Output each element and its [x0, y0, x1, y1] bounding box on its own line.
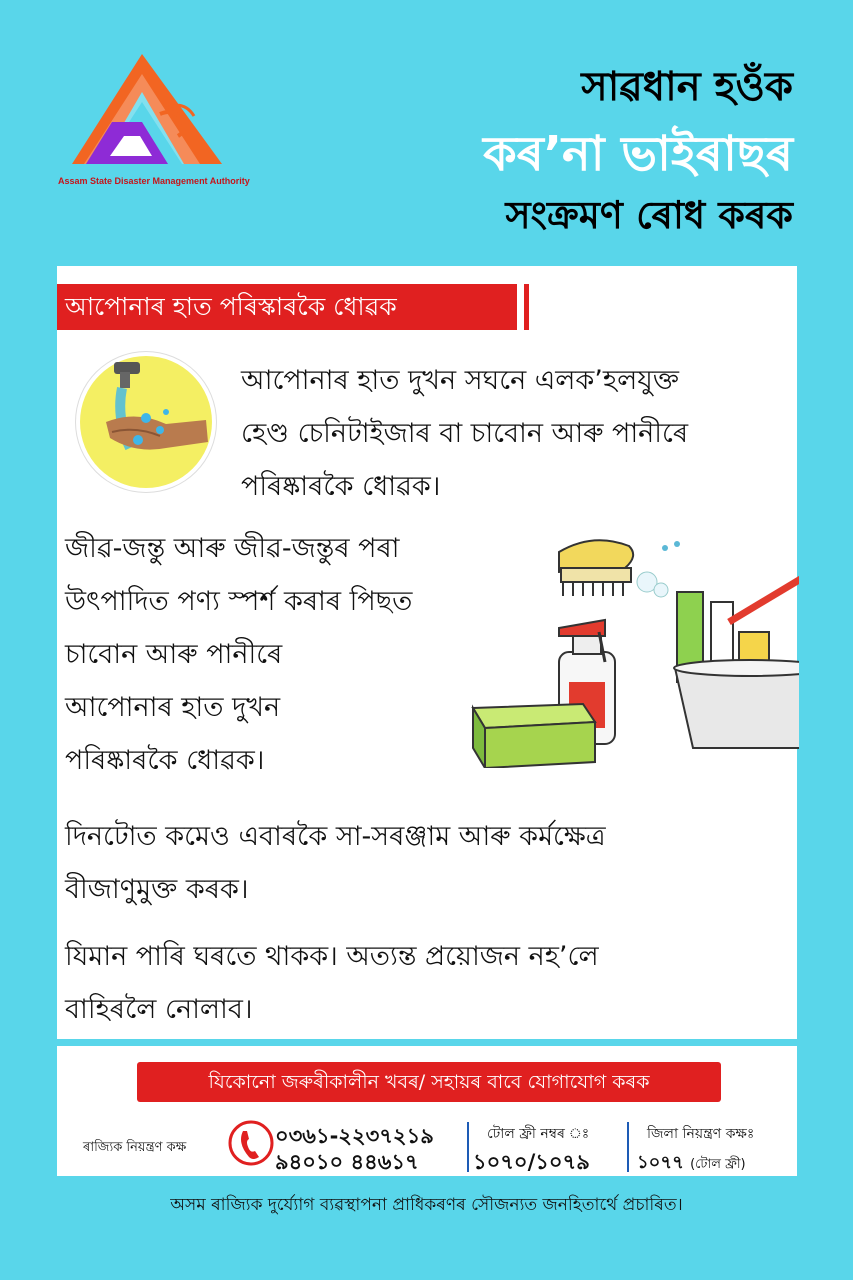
banner-accent-bar	[524, 284, 529, 330]
tip-4-line: বাহিৰলৈ নোলাব।	[65, 994, 253, 1025]
toll-free-label: টোল ফ্ৰী নম্বৰ ঃ	[487, 1126, 590, 1142]
tip-1-line: আপোনাৰ হাত দুখন সঘনে এলক’হলযুক্ত	[241, 365, 679, 396]
handwash-icon	[76, 352, 216, 492]
tip-2-line: জীৱ-জন্তু আৰু জীৱ-জন্তুৰ পৰা	[65, 533, 400, 564]
state-phone-number-2[interactable]: ৯৪০১০ ৪৪৬১৭	[275, 1150, 419, 1174]
tip-2-line: উৎপাদিত পণ্য স্পৰ্শ কৰাৰ পিছত	[65, 586, 413, 617]
header-line-2: কৰ’না ভাইৰাছৰ	[483, 126, 793, 182]
tip-2-line: পৰিষ্কাৰকৈ ধোৱক।	[65, 745, 265, 776]
tip-3-line: বীজাণুমুক্ত কৰক।	[65, 874, 249, 905]
contact-banner: যিকোনো জৰুৰীকালীন খবৰ/ সহায়ৰ বাবে যোগাযোগ কৰক	[137, 1062, 721, 1102]
cleaning-basin-icon	[674, 562, 799, 748]
logo-caption: Assam State Disaster Management Authority	[58, 176, 250, 186]
tip-1	[241, 354, 781, 513]
state-control-room-label: ৰাজ্যিক নিয়ন্ত্ৰণ কক্ষ	[83, 1140, 187, 1155]
phone-icon	[227, 1119, 275, 1167]
tip-4-line: যিমান পাৰি ঘৰতে থাকক। অত্যন্ত প্ৰয়োজন নহ’লে	[65, 941, 599, 972]
sponge-icon	[473, 704, 595, 768]
district-control-room-label: জিলা নিয়ন্ত্ৰণ কক্ষঃ	[647, 1126, 755, 1142]
scrub-brush-icon	[559, 540, 680, 597]
section-banner	[57, 284, 517, 330]
asdma-logo-mark	[72, 52, 272, 182]
district-toll-free-note: (টোল ফ্ৰী)	[690, 1157, 746, 1172]
tip-3-line: দিনটোত কমেও এবাৰকৈ সা-সৰঞ্জাম আৰু কৰ্মক্ষেত্ৰ	[65, 821, 606, 852]
tip-3	[65, 810, 785, 916]
tip-1-line: পৰিষ্কাৰকৈ ধোৱক।	[241, 471, 441, 502]
district-phone-number[interactable]	[637, 1148, 746, 1179]
header-line-3: সংক্ৰমণ ৰোধ কৰক	[505, 193, 793, 237]
contact-panel	[57, 1046, 797, 1176]
state-phone-number-1[interactable]: ০৩৬১-২২৩৭২১৯	[275, 1124, 434, 1148]
section-banner-text: আপোনাৰ হাত পৰিস্কাৰকৈ ধোৱক	[65, 292, 397, 321]
divider	[467, 1122, 469, 1172]
tip-2-line: চাবোন আৰু পানীৰে	[65, 639, 283, 670]
toll-free-number[interactable]: ১০৭০/১০৭৯	[473, 1150, 590, 1174]
tip-1-line: হেণ্ড চেনিটাইজাৰ বা চাবোন আৰু পানীৰে	[241, 418, 689, 449]
cleaning-supplies-illustration	[409, 532, 799, 768]
footer-credit: অসম ৰাজ্যিক দুৰ্য্যোগ ব্যৱস্থাপনা প্ৰাধিকৰণৰ সৌজন্যত জনহিতাৰ্থে প্ৰচাৰিত।	[170, 1195, 683, 1215]
advisory-panel	[57, 266, 797, 1039]
asdma-logo	[58, 52, 272, 192]
tip-4	[65, 930, 785, 1036]
divider	[627, 1122, 629, 1172]
header-line-1: সাৱধান হওঁক	[581, 64, 793, 110]
district-number-value: ১০৭৭	[637, 1152, 684, 1173]
tip-2-line: আপোনাৰ হাত দুখন	[65, 692, 281, 723]
